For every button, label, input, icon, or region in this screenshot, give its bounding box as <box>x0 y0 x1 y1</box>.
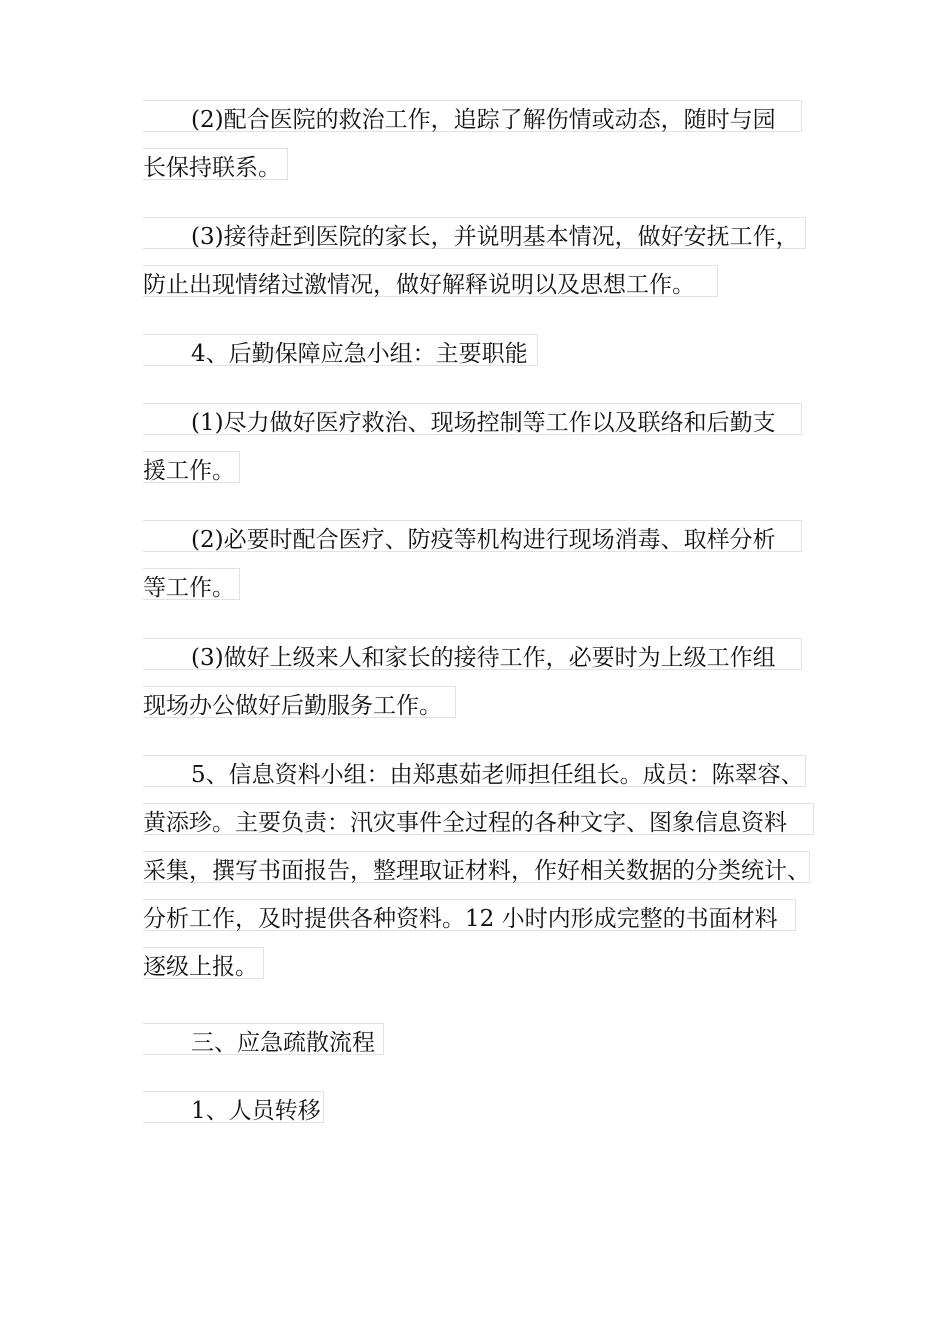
line-text: 5、信息资料小组：由郑惠茹老师担任组长。成员：陈翠容、 <box>191 762 804 788</box>
line-text: 分析工作，及时提供各种资料。12 小时内形成完整的书面材料 <box>143 906 778 932</box>
line-text: 1、人员转移 <box>191 1098 321 1124</box>
line-text: (2)配合医院的救治工作，追踪了解伤情或动态，随时与园 <box>191 107 776 133</box>
line-text: 4、后勤保障应急小组：主要职能 <box>191 341 528 367</box>
line-text: 援工作。 <box>143 458 235 484</box>
section-heading <box>143 330 815 378</box>
text-line <box>143 799 815 847</box>
text-line <box>143 751 815 799</box>
section-heading <box>143 1019 815 1067</box>
text-line <box>143 447 815 495</box>
paragraph <box>143 516 815 612</box>
line-text: 防止出现情绪过激情况，做好解释说明以及思想工作。 <box>143 272 695 298</box>
line-text: 现场办公做好后勤服务工作。 <box>143 693 442 719</box>
line-text: 逐级上报。 <box>143 954 258 980</box>
text-line <box>143 399 815 447</box>
line-text: (2)必要时配合医疗、防疫等机构进行现场消毒、取样分析 <box>191 527 776 553</box>
text-line <box>143 564 815 612</box>
text-line <box>143 330 815 378</box>
line-text: (3)做好上级来人和家长的接待工作，必要时为上级工作组 <box>191 645 776 671</box>
text-line <box>143 1019 815 1067</box>
paragraph <box>143 634 815 730</box>
line-text: 长保持联系。 <box>143 155 281 181</box>
text-line <box>143 144 815 192</box>
text-line <box>143 96 815 144</box>
line-text: (1)尽力做好医疗救治、现场控制等工作以及联络和后勤支 <box>191 410 776 436</box>
text-line <box>143 516 815 564</box>
text-line <box>143 943 815 991</box>
text-line <box>143 682 815 730</box>
text-line <box>143 634 815 682</box>
text-line <box>143 895 815 943</box>
text-line <box>143 213 815 261</box>
line-text: 等工作。 <box>143 575 235 601</box>
text-line <box>143 261 815 309</box>
line-text: 三、应急疏散流程 <box>191 1030 375 1056</box>
line-text: 采集，撰写书面报告，整理取证材料，作好相关数据的分类统计、 <box>143 858 810 884</box>
paragraph <box>143 96 815 192</box>
paragraph <box>143 213 815 309</box>
text-line <box>143 847 815 895</box>
line-text: 黄添珍。主要负责：汛灾事件全过程的各种文字、图象信息资料 <box>143 810 787 836</box>
text-line <box>143 1087 815 1135</box>
section-heading <box>143 1087 815 1135</box>
paragraph <box>143 751 815 991</box>
paragraph <box>143 399 815 495</box>
line-text: (3)接待赶到医院的家长，并说明基本情况，做好安抚工作， <box>191 224 799 250</box>
